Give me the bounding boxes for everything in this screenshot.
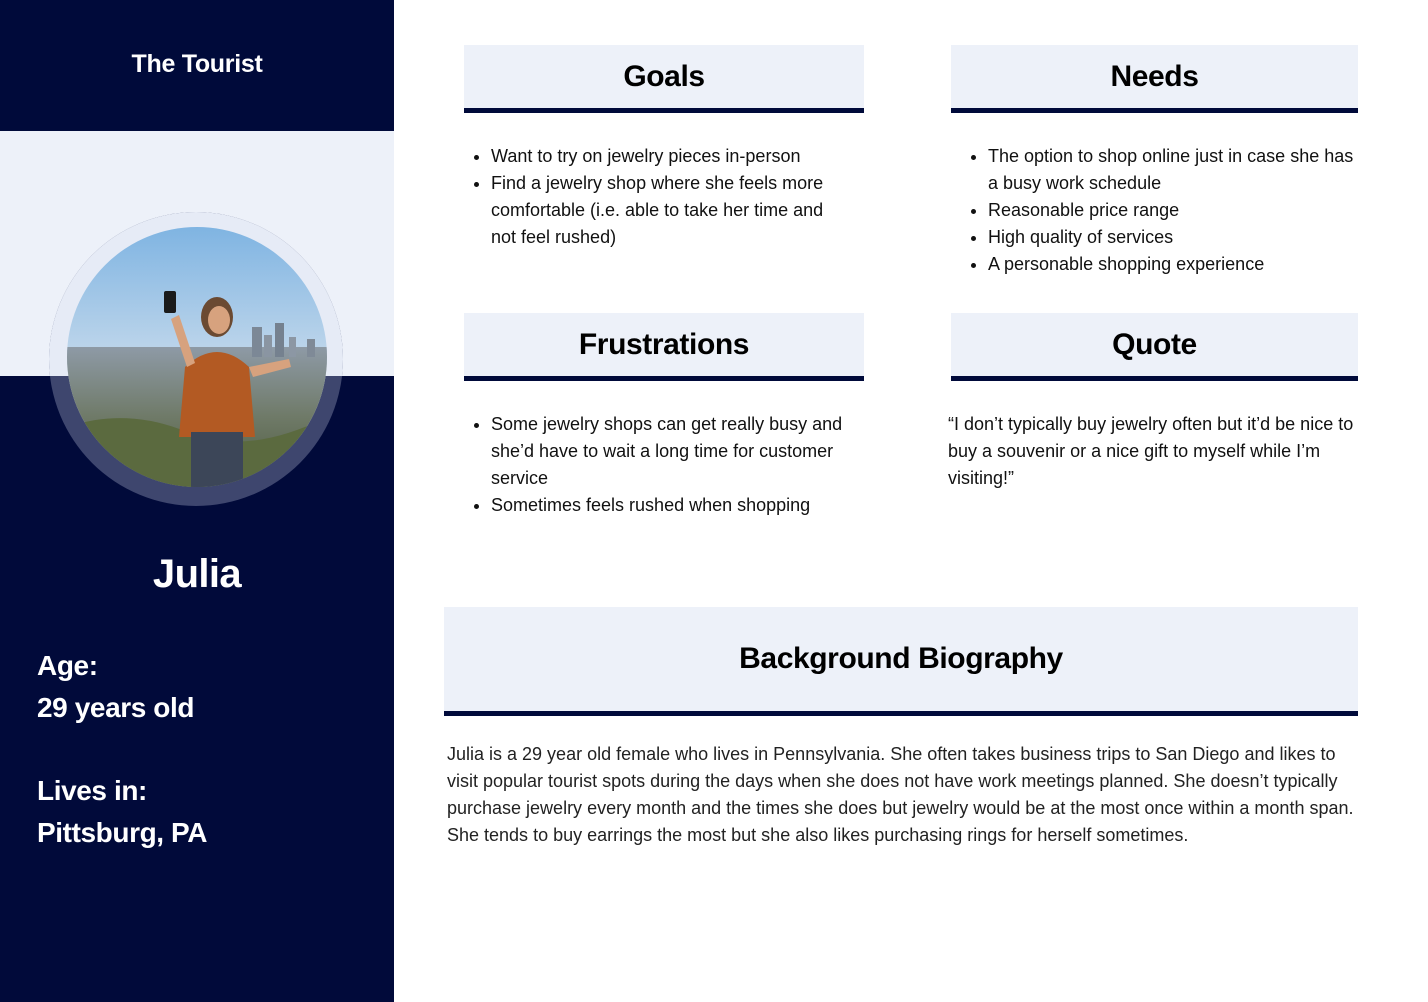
location-value: Pittsburg, PA: [37, 817, 208, 848]
avatar: [67, 227, 327, 487]
goals-heading: Goals: [464, 45, 864, 113]
location-label: Lives in:: [37, 775, 147, 806]
list-item: • Sometimes feels rushed when shopping: [491, 492, 871, 519]
biography-heading: Background Biography: [444, 607, 1358, 716]
age-label: Age:: [37, 650, 98, 681]
list-item: • High quality of services: [988, 224, 1368, 251]
list-item: • Want to try on jewelry pieces in-person: [491, 143, 851, 170]
list-item: • Find a jewelry shop where she feels more comfortable (i.e. able to take her time and not feel rushed): [491, 170, 851, 251]
quote-heading: Quote: [951, 313, 1358, 381]
age-value: 29 years old: [37, 692, 195, 723]
frustrations-list: [464, 411, 871, 519]
needs-list: [961, 143, 1368, 278]
quote-text: “I don’t typically buy jewelry often but it’d be nice to buy a souvenir or a nice gift to myself while I’m visiting!”: [948, 414, 1354, 488]
needs-heading: Needs: [951, 45, 1358, 113]
list-item: • The option to shop online just in case she has a busy work schedule: [988, 143, 1368, 197]
goals-list: [464, 143, 851, 251]
list-item: • Reasonable price range: [988, 197, 1368, 224]
persona-sidebar: [0, 0, 394, 1002]
list-item: • Some jewelry shops can get really busy and she’d have to wait a long time for customer service: [491, 411, 871, 492]
avatar-photo-image: [67, 227, 327, 487]
frustrations-heading: Frustrations: [464, 313, 864, 381]
biography-text: Julia is a 29 year old female who lives in Pennsylvania. She often takes business trips to San Diego and likes to visit popular tourist spots during the days when she does not have work meetings planned. She doesn’t typically purchase jewelry every month and the times she does but jewelry would be at the most once within a month span. She tends to buy earrings the most but she also likes purchasing rings for herself sometimes.: [447, 744, 1354, 845]
persona-name: Julia: [152, 552, 242, 596]
list-item: • A personable shopping experience: [988, 251, 1368, 278]
persona-title: The Tourist: [131, 50, 263, 78]
